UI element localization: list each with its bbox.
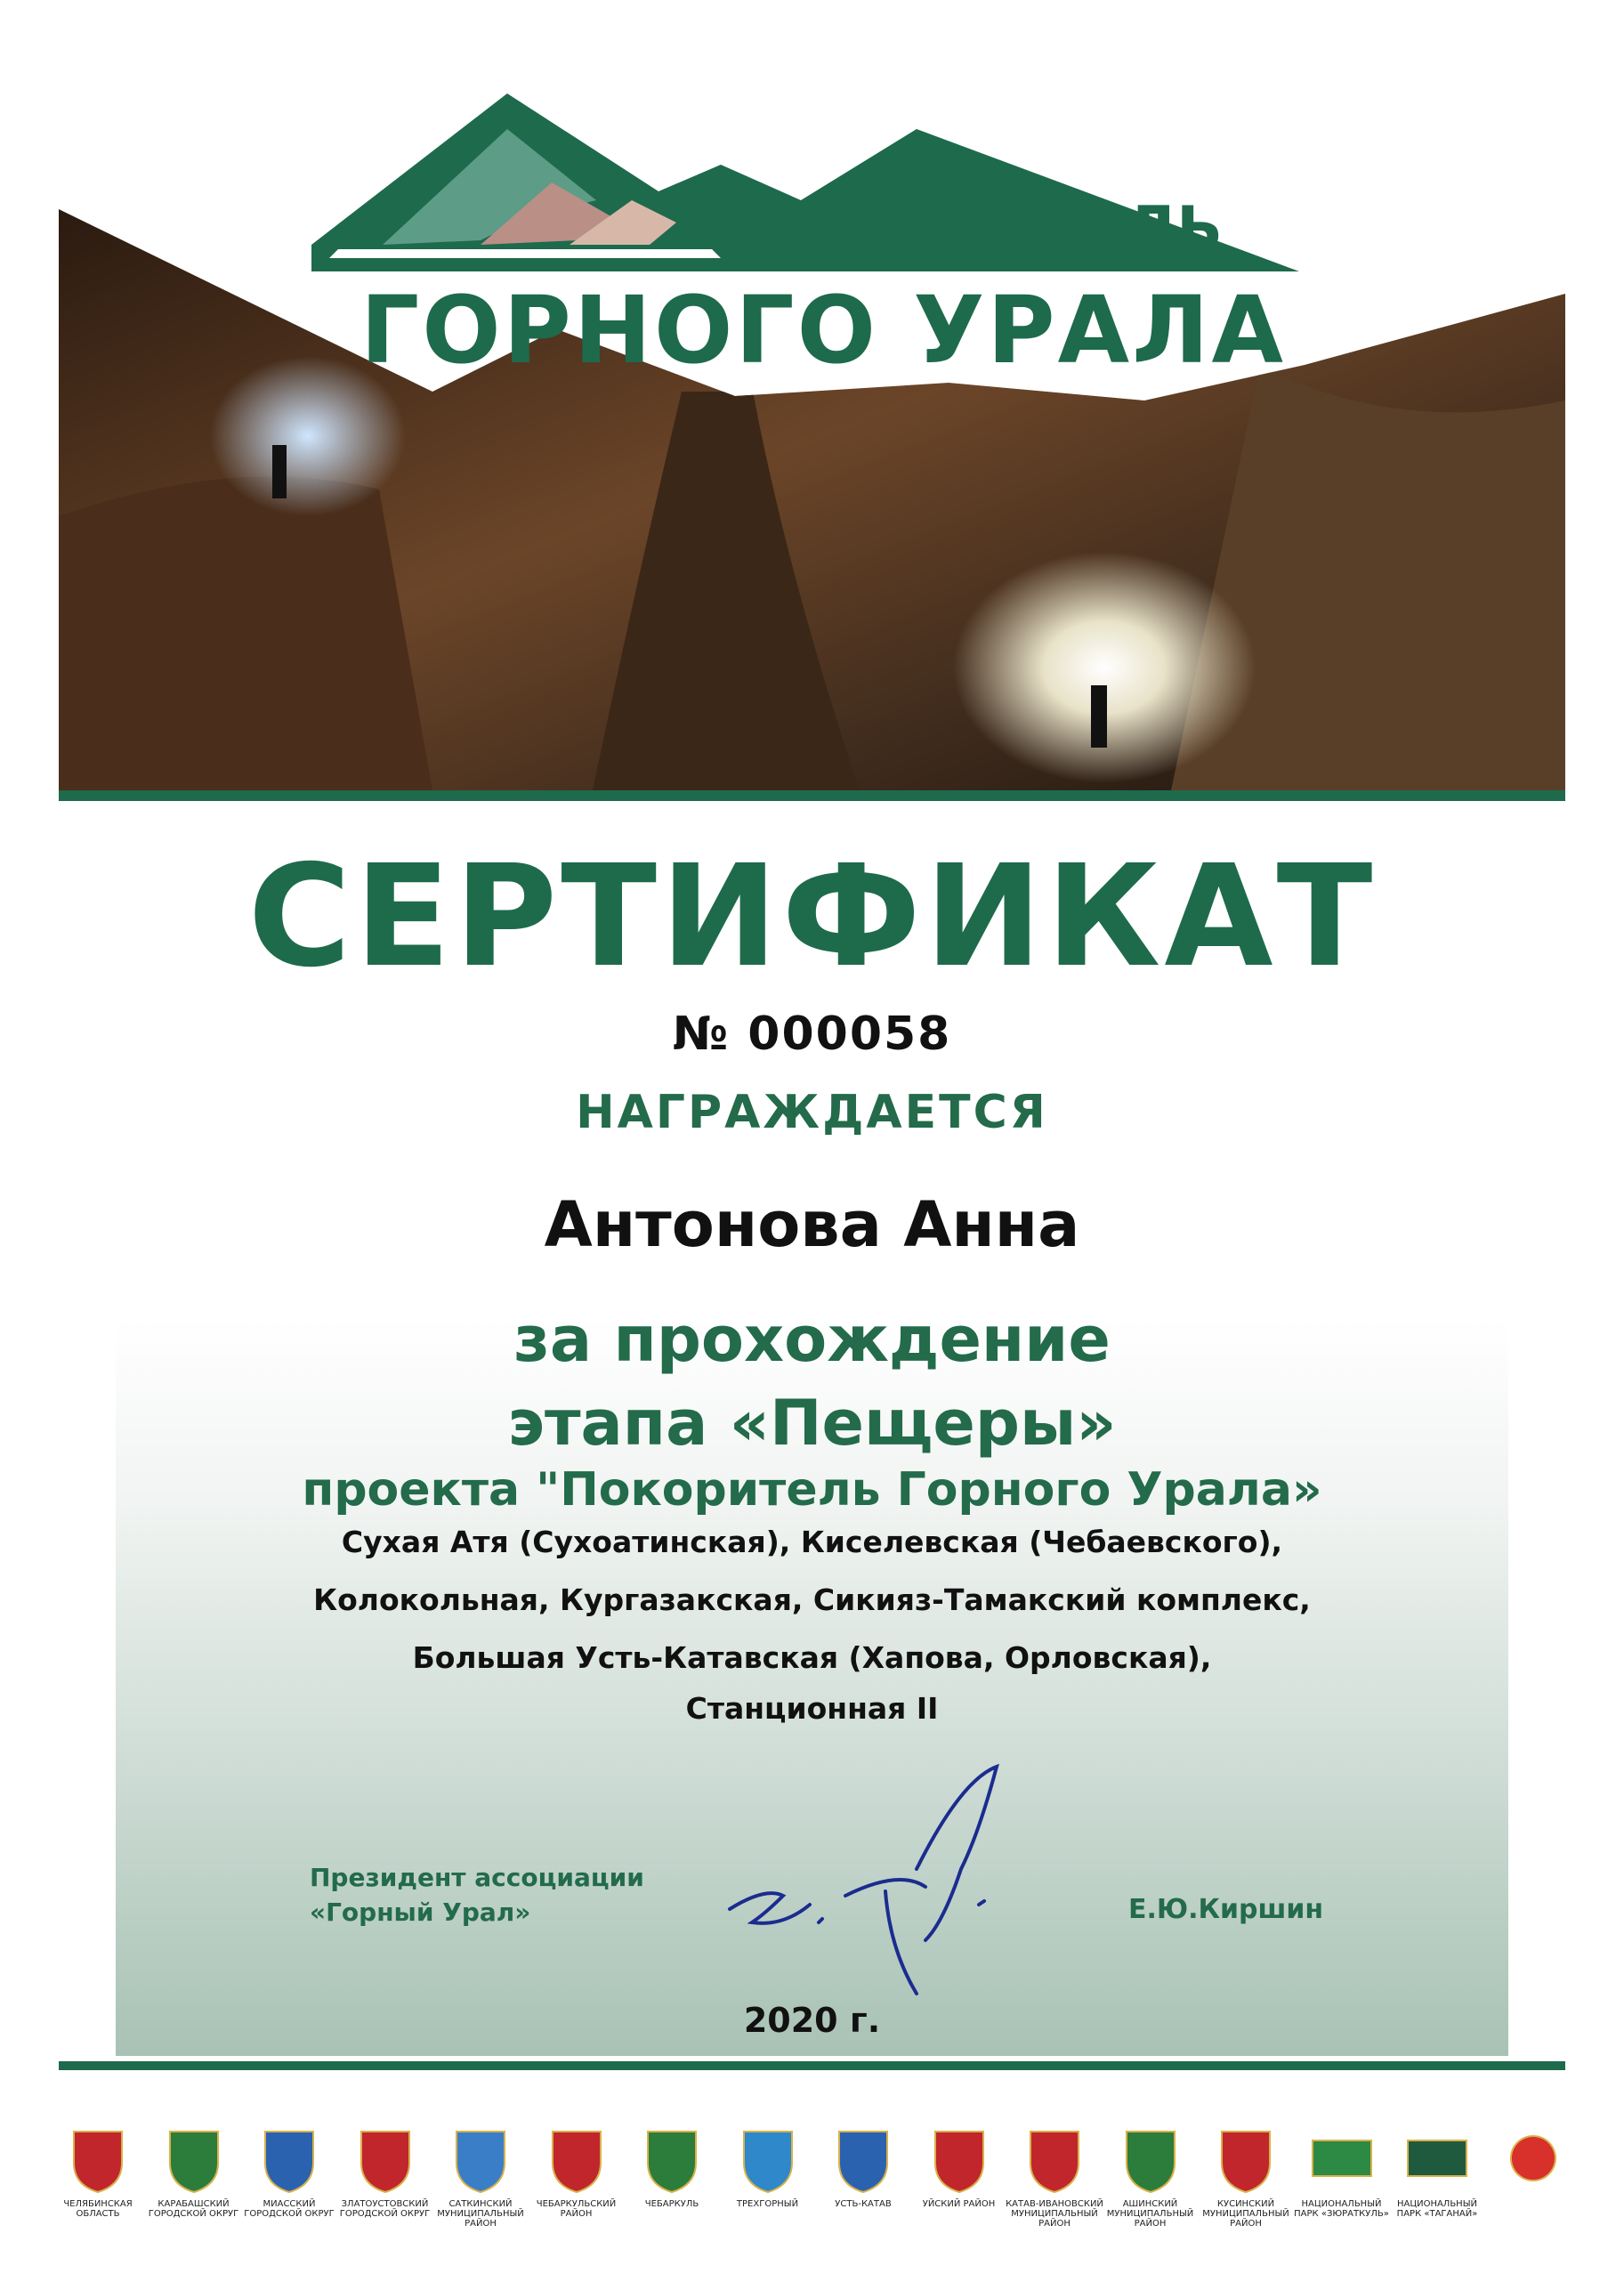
sponsor-logo: [427, 2123, 534, 2229]
caves-list-line: Сухая Атя (Сухоатинская), Киселевская (Чебаевского),: [341, 1525, 1283, 1559]
awarded-label: НАГРАЖДАЕТСЯ: [576, 1086, 1048, 1139]
sponsor-caption: КАРАБАШСКИЙ ГОРОДСКОЙ ОКРУГ: [148, 2199, 239, 2219]
coat-of-arms-icon: [1311, 2123, 1373, 2194]
sponsor-caption: КУСИНСКИЙ МУНИЦИПАЛЬНЫЙ РАЙОН: [1202, 2199, 1289, 2229]
sponsor-caption: САТКИНСКИЙ МУНИЦИПАЛЬНЫЙ РАЙОН: [437, 2199, 524, 2229]
coat-of-arms-icon: [1119, 2123, 1182, 2194]
sponsor-caption: ЗЛАТОУСТОВСКИЙ ГОРОДСКОЙ ОКРУГ: [339, 2199, 431, 2219]
sponsor-logo: [1001, 2123, 1108, 2229]
signer-position-line1: Президент ассоциации: [310, 1863, 644, 1892]
sponsor-caption: ЧЕБАРКУЛЬ: [644, 2199, 699, 2209]
certificate-heading: СЕРТИФИКАТ: [247, 835, 1377, 999]
sponsor-caption: ЧЕЛЯБИНСКАЯ ОБЛАСТЬ: [63, 2199, 133, 2219]
sponsor-logo: [141, 2123, 247, 2219]
sponsor-logo: [523, 2123, 630, 2219]
caves-list-line: Большая Усть-Катавская (Хапова, Орловская),: [412, 1640, 1212, 1675]
sponsor-logo: [236, 2123, 343, 2219]
sponsor-logo: [810, 2123, 917, 2209]
sponsor-logo: [715, 2123, 821, 2209]
caves-list-line: Колокольная, Кургазакская, Сикияз-Тамакский комплекс,: [313, 1582, 1311, 1617]
sponsor-logo: [1289, 2123, 1395, 2219]
sponsor-logo: [44, 2123, 151, 2219]
coat-of-arms-icon: [1023, 2123, 1086, 2194]
coat-of-arms-icon: [1502, 2123, 1564, 2194]
sponsor-caption: ТРЕХГОРНЫЙ: [736, 2199, 799, 2209]
caves-list-line: Станционная II: [685, 1691, 939, 1726]
brand-title-line2: ГОРНОГО УРАЛА: [360, 276, 1286, 384]
signer-name: Е.Ю.Киршин: [1128, 1894, 1324, 1925]
reason-line-2: этапа «Пещеры»: [507, 1387, 1117, 1460]
sponsor-logo: [332, 2123, 439, 2219]
coat-of-arms-icon: [1406, 2123, 1468, 2194]
coat-of-arms-icon: [67, 2123, 129, 2194]
project-line: проекта "Покоритель Горного Урала»: [302, 1463, 1322, 1517]
coat-of-arms-icon: [1215, 2123, 1277, 2194]
brand-title-line1: ПОКОРИТЕЛЬ: [730, 194, 1224, 264]
sponsor-logo: [906, 2123, 1013, 2209]
coat-of-arms-icon: [641, 2123, 703, 2194]
sponsor-logo: [1192, 2123, 1299, 2229]
sponsor-caption: НАЦИОНАЛЬНЫЙ ПАРК «ЗЮРАТКУЛЬ»: [1294, 2199, 1389, 2219]
sponsor-caption: АШИНСКИЙ МУНИЦИПАЛЬНЫЙ РАЙОН: [1106, 2199, 1194, 2229]
sponsor-logo: [1480, 2123, 1587, 2199]
sponsor-logo: [1097, 2123, 1204, 2229]
coat-of-arms-icon: [832, 2123, 894, 2194]
coat-of-arms-icon: [928, 2123, 990, 2194]
recipient-name: Антонова Анна: [544, 1188, 1080, 1261]
coat-of-arms-icon: [354, 2123, 416, 2194]
sponsor-caption: УЙСКИЙ РАЙОН: [922, 2199, 996, 2209]
reason-line-1: за прохождение: [513, 1303, 1111, 1376]
sponsor-logo: [618, 2123, 725, 2209]
sponsor-caption: УСТЬ-КАТАВ: [835, 2199, 892, 2209]
sponsor-caption: КАТАВ-ИВАНОВСКИЙ МУНИЦИПАЛЬНЫЙ РАЙОН: [1006, 2199, 1103, 2229]
sponsor-caption: МИАССКИЙ ГОРОДСКОЙ ОКРУГ: [244, 2199, 335, 2219]
certificate-year: 2020 г.: [743, 2001, 881, 2040]
certificate-number: № 000058: [672, 1007, 952, 1061]
sponsor-logo: [1384, 2123, 1491, 2219]
coat-of-arms-icon: [258, 2123, 320, 2194]
sponsor-caption: НАЦИОНАЛЬНЫЙ ПАРК «ТАГАНАЙ»: [1396, 2199, 1478, 2219]
signer-position-line2: «Горный Урал»: [310, 1898, 531, 1927]
sponsor-caption: ЧЕБАРКУЛЬСКИЙ РАЙОН: [536, 2199, 617, 2219]
signature-icon: [712, 1762, 1032, 2003]
coat-of-arms-icon: [737, 2123, 799, 2194]
coat-of-arms-icon: [449, 2123, 512, 2194]
coat-of-arms-icon: [545, 2123, 608, 2194]
coat-of-arms-icon: [163, 2123, 225, 2194]
